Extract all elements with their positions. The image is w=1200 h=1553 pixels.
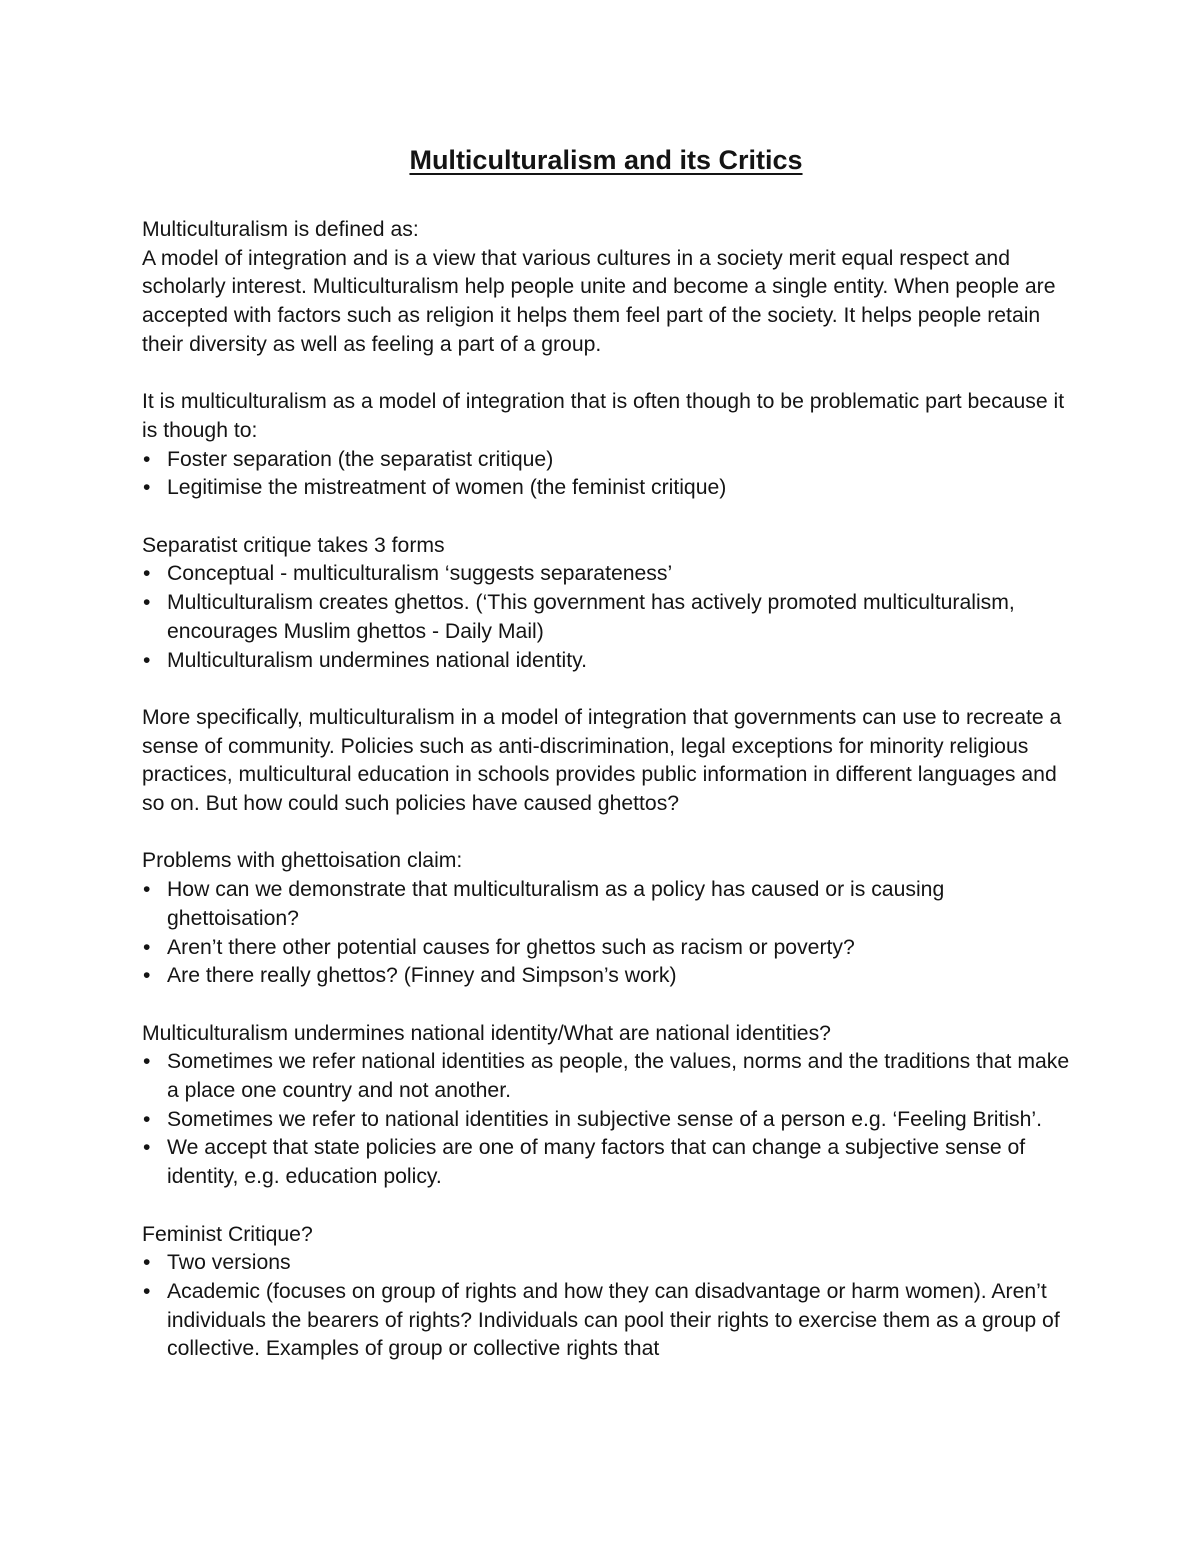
bullet-list [142,1048,1070,1192]
bullet-list [142,1249,1070,1364]
bullet-icon: • [143,591,151,615]
bullet-icon: • [143,476,151,500]
section-1 [142,216,1070,360]
bullet-item [142,1278,1070,1364]
bullet-icon: • [143,562,151,586]
section-heading: Multiculturalism is defined as: [142,218,419,241]
bullet-list [142,876,1070,991]
section-3 [142,532,1070,676]
section-6 [142,1020,1070,1192]
bullet-text: Academic (focuses on group of rights and how they can disadvantage or harm women). Aren’t individuals the bearers of rights? Individuals can pool their rights to exercise them as a group of collective. Examples of group or collective rights that [167,1279,1060,1361]
bullet-item [142,560,1070,589]
section-heading: Problems with ghettoisation claim: [142,849,463,873]
bullet-item [142,589,1070,646]
section-5 [142,847,1070,991]
section-2 [142,388,1070,503]
paragraph: A model of integration and is a view that various cultures in a society merit equal respect and scholarly interest. Multiculturalism help people unite and become a single entity. When people are accepted with factors such as religion it helps them feel part of the society. It helps people retain their diversity as well as feeling a part of a group. [142,246,1056,356]
bullet-icon: • [143,1279,151,1303]
section-heading: More specifically, multiculturalism in a model of integration that governments can use to recreate a sense of community. Policies such as anti-discrimination, legal exceptions for minority religious practices, multicultural education in schools provides public information in different languages and so on. But how could such policies have caused ghettos? [142,705,1062,816]
bullet-text: We accept that state policies are one of many factors that can change a subjective sense of identity, e.g. education policy. [167,1136,1026,1189]
bullet-text: Sometimes we refer national identities as people, the values, norms and the traditions that make a place one country and not another. [167,1050,1070,1103]
bullet-icon: • [143,935,151,959]
document-body [142,216,1070,1364]
section-heading: Multiculturalism undermines national identity/What are national identities? [142,1021,831,1045]
bullet-icon: • [143,1251,151,1275]
bullet-text: Multiculturalism undermines national identity. [167,648,588,672]
section-heading: It is multiculturalism as a model of integration that is often though to be problematic part because it is though to: [142,390,1065,442]
bullet-item [142,446,1070,475]
bullet-list [142,446,1070,503]
bullet-icon: • [143,1136,151,1160]
bullet-item [142,474,1070,503]
section-heading: Separatist critique takes 3 forms [142,533,445,557]
bullet-icon: • [143,447,151,471]
bullet-text: Aren’t there other potential causes for ghettos such as racism or poverty? [167,935,855,959]
bullet-list [142,560,1070,675]
bullet-text: Sometimes we refer to national identities in subjective sense of a person e.g. ‘Feeling British’. [167,1107,1043,1131]
bullet-text: How can we demonstrate that multiculturalism as a policy has caused or is causing ghettoisation? [167,878,945,930]
bullet-icon: • [143,648,151,672]
bullet-item [142,934,1070,963]
bullet-item [142,1134,1070,1191]
bullet-item [142,1106,1070,1135]
bullet-item [142,1048,1070,1105]
bullet-item [142,647,1070,676]
bullet-icon: • [143,1050,151,1074]
bullet-icon: • [143,878,151,902]
section-7 [142,1221,1070,1365]
bullet-text: Conceptual - multiculturalism ‘suggests separateness’ [167,562,673,586]
bullet-icon: • [143,964,151,988]
document-title: Multiculturalism and its Critics [409,145,803,175]
bullet-text: Foster separation (the separatist critique) [167,447,554,471]
bullet-item [142,1249,1070,1278]
bullet-text: Legitimise the mistreatment of women (the feminist critique) [167,476,727,500]
bullet-text: Are there really ghettos? (Finney and Simpson’s work) [167,964,677,988]
bullet-text: Multiculturalism creates ghettos. (‘This government has actively promoted multiculturalism, encourages Muslim ghettos - Daily Mail) [167,591,1015,643]
bullet-icon: • [143,1107,151,1131]
bullet-item [142,876,1070,933]
bullet-text: Two versions [167,1251,291,1275]
section-heading: Feminist Critique? [142,1222,313,1246]
bullet-item [142,962,1070,991]
section-4 [142,704,1070,819]
